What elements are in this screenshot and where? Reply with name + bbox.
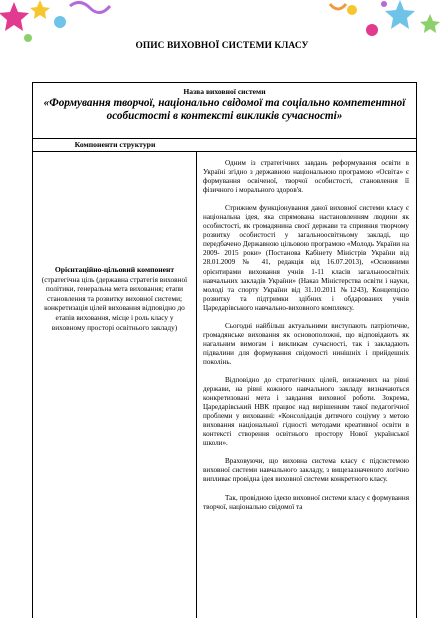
components-header-row	[33, 139, 416, 152]
paragraph: Так, провідною ідеєю виховної системи класу є формування творчої, національно свідомої та	[203, 493, 409, 511]
component-row	[33, 152, 416, 618]
star-icon	[385, 0, 415, 29]
star-icon	[420, 14, 440, 33]
component-cell	[33, 152, 197, 618]
head-label: Назва виховної системи	[183, 87, 266, 96]
swirl-icon	[70, 2, 110, 12]
component-description: (стратегічна ціль (державна стратегія виховної політики, генеральна мета виховання; етапи становлення та розвитку виховної системи; конкретизація цілей виховання відповідно до етапів виховання, місце і роль класу у виховному просторі освітнього закладу)	[41, 274, 188, 332]
content-cell	[203, 159, 409, 618]
components-header: Компоненти структури	[74, 140, 156, 149]
bubble-icon	[366, 24, 378, 36]
star-icon	[30, 0, 50, 19]
star-icon	[0, 2, 29, 31]
paragraph: Стрижнем функціонування даної виховної системи класу є національна ідея, яка спрямована настановленням людини як особистості, як громадянина своєї держави та сприяння творчому розвитку особистості у загальноосвітньому закладі, що передбачено Державною цільовою програмою «Молодь України на 2009- 2015 роки» (Постанова Кабінету Міністрів України від 28.01.2009 № 41, редакція від 16.07.2013), «Основними орієнтирами виховання учнів 1-11 класів загальноосвітніх навчальних закладів України» (Наказ Міністерства освіти і науки, молоді та спорту України від 31.10.2011 №1243), Концепцією розвитку та підтримки здібних і обдарованих учнів Царедарівського навчально-виховного комплексу.	[203, 204, 409, 312]
paragraph: Враховуючи, що виховна система класу є підсистемою виховної системи навчального закладу, з вищезазначеного логічно випливає провідна ідея виховної системи конкретного класу.	[203, 457, 409, 484]
paragraph: Одним із стратегічних завдань реформування освіти в Україні згідно з державною національною програмою «Освіта» є формування освіченої, творчої особистості, становлення її фізичного і морального здоров'я.	[203, 159, 409, 195]
bubble-icon	[347, 5, 357, 15]
component-title: Орієнтаційно-цільовий компонент	[54, 265, 175, 274]
component-description-block	[38, 265, 191, 332]
paragraph: Сьогодні найбільш актуальними виступають патріотичне, громадянське виховання як основоположні, що відповідають як нагальним вимогам і викликам сучасності, так і закладають підвалини для формування свідомості нинішніх і прийдешніх поколінь.	[203, 321, 409, 366]
bubble-icon	[381, 1, 387, 7]
system-name: «Формування творчої, національно свідомої та соціально компетентної особистості в контексті викликів сучасності»	[43, 97, 406, 122]
description-table	[32, 82, 417, 618]
table-head	[33, 83, 416, 139]
page-title: ОПИС ВИХОВНОЇ СИСТЕМИ КЛАСУ	[135, 41, 309, 51]
swirl-icon	[330, 4, 346, 9]
paragraph: Відповідно до стратегічних цілей, визначених на рівні держави, на рівні кожного навчального закладу визначаються конкретизовані мета і завдання виховної роботи. Зокрема, Царедарівський НВК працює над вирішенням такої педагогічної проблеми у вихованні: «Консолідація дитячого соціуму з метою виховання національної гідності методами креативної освіти в контексті створення освітнього простору Нової української школи».	[203, 375, 409, 448]
bubble-icon	[54, 16, 66, 28]
